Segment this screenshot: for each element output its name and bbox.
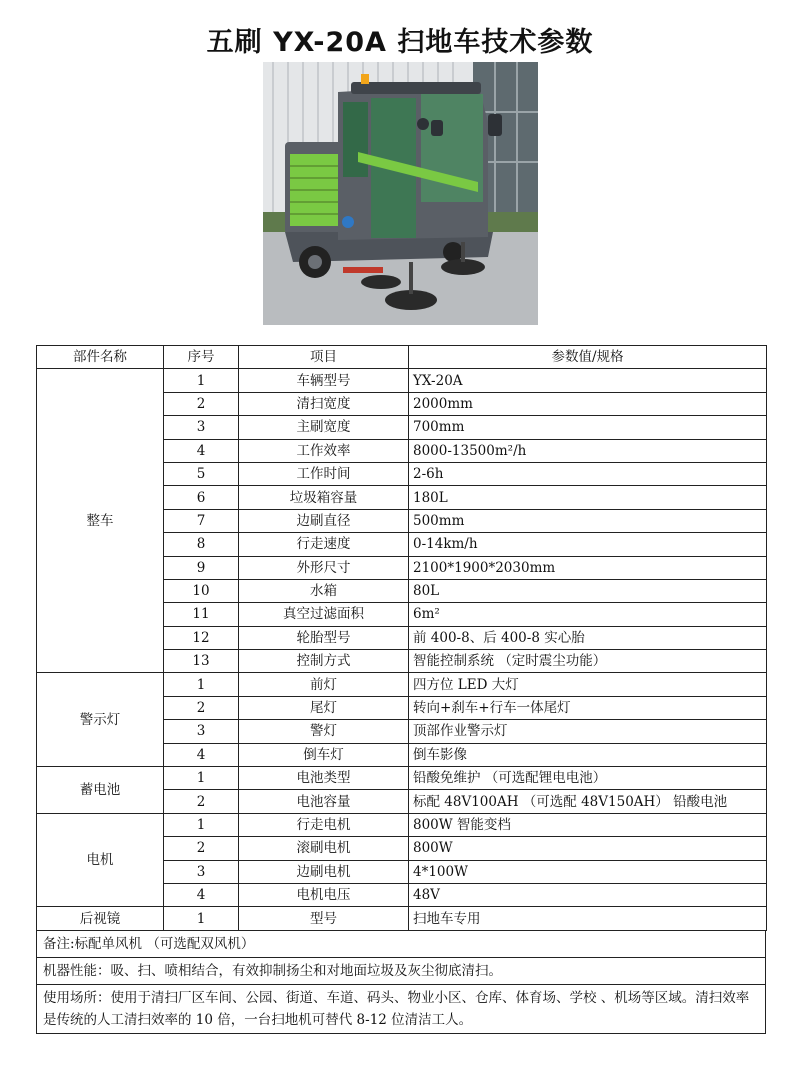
value-cell: 800W 智能变档 (409, 813, 767, 836)
table-header-row (37, 346, 767, 369)
value-cell: 800W (409, 837, 767, 860)
index-cell: 13 (164, 650, 239, 673)
item-cell: 主刷宽度 (239, 416, 409, 439)
item-cell: 电池类型 (239, 767, 409, 790)
part-name-cell: 电机 (37, 813, 164, 907)
note-performance: 机器性能：吸、扫、喷相结合，有效抑制扬尘和对地面垃圾及灰尘彻底清扫。 (36, 958, 766, 985)
index-cell: 8 (164, 533, 239, 556)
item-cell: 清扫宽度 (239, 392, 409, 415)
index-cell: 1 (164, 907, 239, 930)
index-cell: 7 (164, 509, 239, 532)
item-cell: 电机电压 (239, 883, 409, 906)
value-cell: 48V (409, 883, 767, 906)
index-cell: 11 (164, 603, 239, 626)
spec-table (36, 345, 767, 931)
index-cell: 4 (164, 883, 239, 906)
value-cell: 前 400-8、后 400-8 实心胎 (409, 626, 767, 649)
value-cell: 700mm (409, 416, 767, 439)
value-cell: 倒车影像 (409, 743, 767, 766)
item-cell: 外形尺寸 (239, 556, 409, 579)
index-cell: 3 (164, 860, 239, 883)
table-row (37, 673, 767, 696)
item-cell: 轮胎型号 (239, 626, 409, 649)
value-cell: YX-20A (409, 369, 767, 392)
value-cell: 0-14km/h (409, 533, 767, 556)
sweeper-photo (263, 62, 538, 325)
part-name-cell: 警示灯 (37, 673, 164, 767)
part-name-cell: 后视镜 (37, 907, 164, 930)
index-cell: 2 (164, 696, 239, 719)
note-remark: 备注:标配单风机 （可选配双风机） (36, 931, 766, 958)
item-cell: 前灯 (239, 673, 409, 696)
spec-table-body (37, 369, 767, 930)
index-cell: 2 (164, 790, 239, 813)
item-cell: 边刷电机 (239, 860, 409, 883)
index-cell: 2 (164, 837, 239, 860)
item-cell: 电池容量 (239, 790, 409, 813)
value-cell: 铅酸免维护 （可选配锂电电池） (409, 767, 767, 790)
item-cell: 车辆型号 (239, 369, 409, 392)
table-row (37, 813, 767, 836)
item-cell: 边刷直径 (239, 509, 409, 532)
header-part: 部件名称 (37, 346, 164, 369)
index-cell: 1 (164, 767, 239, 790)
value-cell: 180L (409, 486, 767, 509)
item-cell: 控制方式 (239, 650, 409, 673)
page-title: 五刷 YX-20A 扫地车技术参数 (206, 27, 594, 58)
value-cell: 2000mm (409, 392, 767, 415)
value-cell: 标配 48V100AH （可选配 48V150AH） 铅酸电池 (409, 790, 767, 813)
index-cell: 3 (164, 416, 239, 439)
index-cell: 4 (164, 743, 239, 766)
item-cell: 滚刷电机 (239, 837, 409, 860)
item-cell: 工作时间 (239, 462, 409, 485)
value-cell: 8000-13500m²/h (409, 439, 767, 462)
item-cell: 垃圾箱容量 (239, 486, 409, 509)
value-cell: 四方位 LED 大灯 (409, 673, 767, 696)
index-cell: 1 (164, 813, 239, 836)
index-cell: 9 (164, 556, 239, 579)
part-name-cell: 蓄电池 (37, 767, 164, 814)
part-name-cell: 整车 (37, 369, 164, 673)
header-value: 参数值/规格 (409, 346, 767, 369)
item-cell: 型号 (239, 907, 409, 930)
index-cell: 2 (164, 392, 239, 415)
value-cell: 顶部作业警示灯 (409, 720, 767, 743)
item-cell: 行走电机 (239, 813, 409, 836)
table-row (37, 907, 767, 930)
item-cell: 倒车灯 (239, 743, 409, 766)
index-cell: 6 (164, 486, 239, 509)
index-cell: 1 (164, 673, 239, 696)
header-index: 序号 (164, 346, 239, 369)
item-cell: 尾灯 (239, 696, 409, 719)
index-cell: 10 (164, 579, 239, 602)
value-cell: 扫地车专用 (409, 907, 767, 930)
value-cell: 4*100W (409, 860, 767, 883)
value-cell: 智能控制系统 （定时震尘功能） (409, 650, 767, 673)
value-cell: 转向+刹车+行车一体尾灯 (409, 696, 767, 719)
item-cell: 工作效率 (239, 439, 409, 462)
table-row (37, 369, 767, 392)
index-cell: 4 (164, 439, 239, 462)
value-cell: 2100*1900*2030mm (409, 556, 767, 579)
table-row (37, 767, 767, 790)
item-cell: 水箱 (239, 579, 409, 602)
value-cell: 500mm (409, 509, 767, 532)
value-cell: 80L (409, 579, 767, 602)
item-cell: 行走速度 (239, 533, 409, 556)
index-cell: 12 (164, 626, 239, 649)
value-cell: 6m² (409, 603, 767, 626)
item-cell: 真空过滤面积 (239, 603, 409, 626)
value-cell: 2-6h (409, 462, 767, 485)
index-cell: 3 (164, 720, 239, 743)
note-usage: 使用场所：使用于清扫厂区车间、公园、街道、车道、码头、物业小区、仓库、体育场、学校 、机场等区域。清扫效率是传统的人工清扫效率的 10 倍，一台扫地机可替代 8-12 位清洁工人。 (36, 985, 766, 1034)
index-cell: 5 (164, 462, 239, 485)
item-cell: 警灯 (239, 720, 409, 743)
header-item: 项目 (239, 346, 409, 369)
index-cell: 1 (164, 369, 239, 392)
